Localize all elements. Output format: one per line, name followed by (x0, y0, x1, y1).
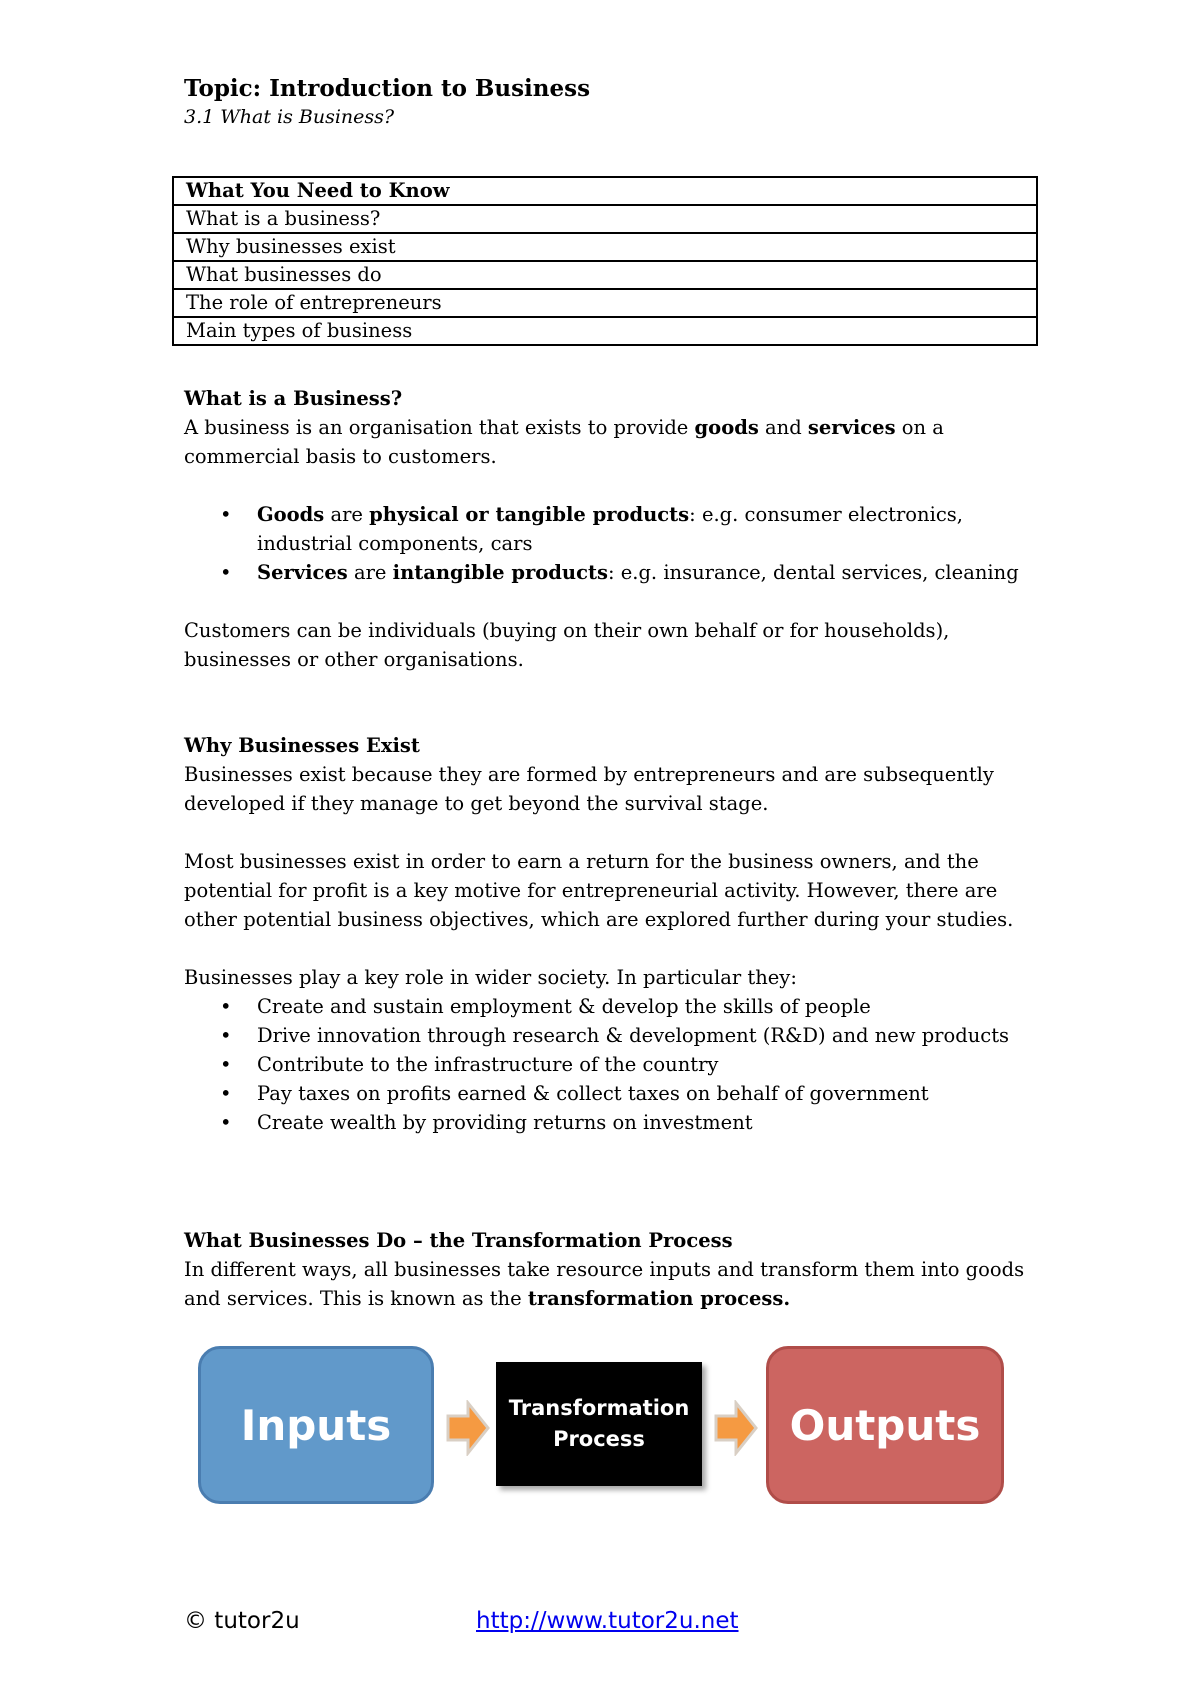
table-cell: Main types of business (173, 317, 1037, 345)
page-header (184, 74, 1034, 130)
section-what-is-business (184, 384, 1034, 674)
table-row (173, 317, 1037, 345)
section-why-exist (184, 731, 1034, 1137)
society-role-list (184, 992, 1034, 1137)
table-row (173, 261, 1037, 289)
table-header-row (173, 177, 1037, 205)
table-cell: Why businesses exist (173, 233, 1037, 261)
table-row (173, 233, 1037, 261)
paragraph: Businesses exist because they are formed by entrepreneurs and are subsequently developed if they manage to get beyond the survival stage. (184, 763, 994, 815)
section-heading: What Businesses Do – the Transformation Process (184, 1229, 733, 1252)
transformation-label-line2: Process (553, 1427, 645, 1451)
paragraph: Businesses play a key role in wider society. In particular they: (184, 966, 797, 989)
paragraph: In different ways, all businesses take resource inputs and transform them into goods and services. This is known as the transformation process. (184, 1258, 1025, 1310)
business-definition: A business is an organisation that exists to provide goods and services on a commercial basis to customers. (184, 416, 944, 468)
arrow-right-icon (714, 1400, 758, 1456)
table-cell: The role of entrepreneurs (173, 289, 1037, 317)
arrow-right-icon (446, 1400, 490, 1456)
transformation-diagram (198, 1342, 1004, 1504)
list-item: • Pay taxes on profits earned & collect taxes on behalf of government (184, 1079, 1034, 1108)
list-item-goods: • Goods are physical or tangible products: e.g. consumer electronics, industrial components, cars (184, 500, 1034, 558)
table-heading: What You Need to Know (173, 177, 1037, 205)
transformation-label-line1: Transformation (508, 1396, 690, 1420)
section-what-businesses-do (184, 1226, 1034, 1313)
table-row (173, 205, 1037, 233)
list-item: • Create and sustain employment & develop the skills of people (184, 992, 1034, 1021)
copyright-text: © tutor2u (184, 1608, 300, 1634)
topic-title: Topic: Introduction to Business (184, 75, 591, 102)
transformation-process-box (496, 1362, 702, 1486)
section-heading: Why Businesses Exist (184, 734, 420, 757)
paragraph: Most businesses exist in order to earn a return for the business owners, and the potential for profit is a key motive for entrepreneurial activity. However, there are other potential business objectives, which are explored further during your studies. (184, 850, 1014, 931)
outputs-box: Outputs (766, 1346, 1004, 1504)
table-cell: What is a business? (173, 205, 1037, 233)
table-row (173, 289, 1037, 317)
list-item: • Drive innovation through research & development (R&D) and new products (184, 1021, 1034, 1050)
customers-paragraph: Customers can be individuals (buying on their own behalf or for households), businesses or other organisations. (184, 619, 950, 671)
table-cell: What businesses do (173, 261, 1037, 289)
website-link[interactable]: http://www.tutor2u.net (476, 1608, 739, 1634)
what-you-need-to-know-table (172, 176, 1038, 346)
list-item: • Contribute to the infrastructure of the country (184, 1050, 1034, 1079)
list-item: • Create wealth by providing returns on investment (184, 1108, 1034, 1137)
goods-services-list (184, 500, 1034, 587)
inputs-box: Inputs (198, 1346, 434, 1504)
topic-subtitle: 3.1 What is Business? (184, 106, 395, 128)
list-item-services: • Services are intangible products: e.g. insurance, dental services, cleaning (184, 558, 1034, 587)
section-heading: What is a Business? (184, 387, 403, 410)
